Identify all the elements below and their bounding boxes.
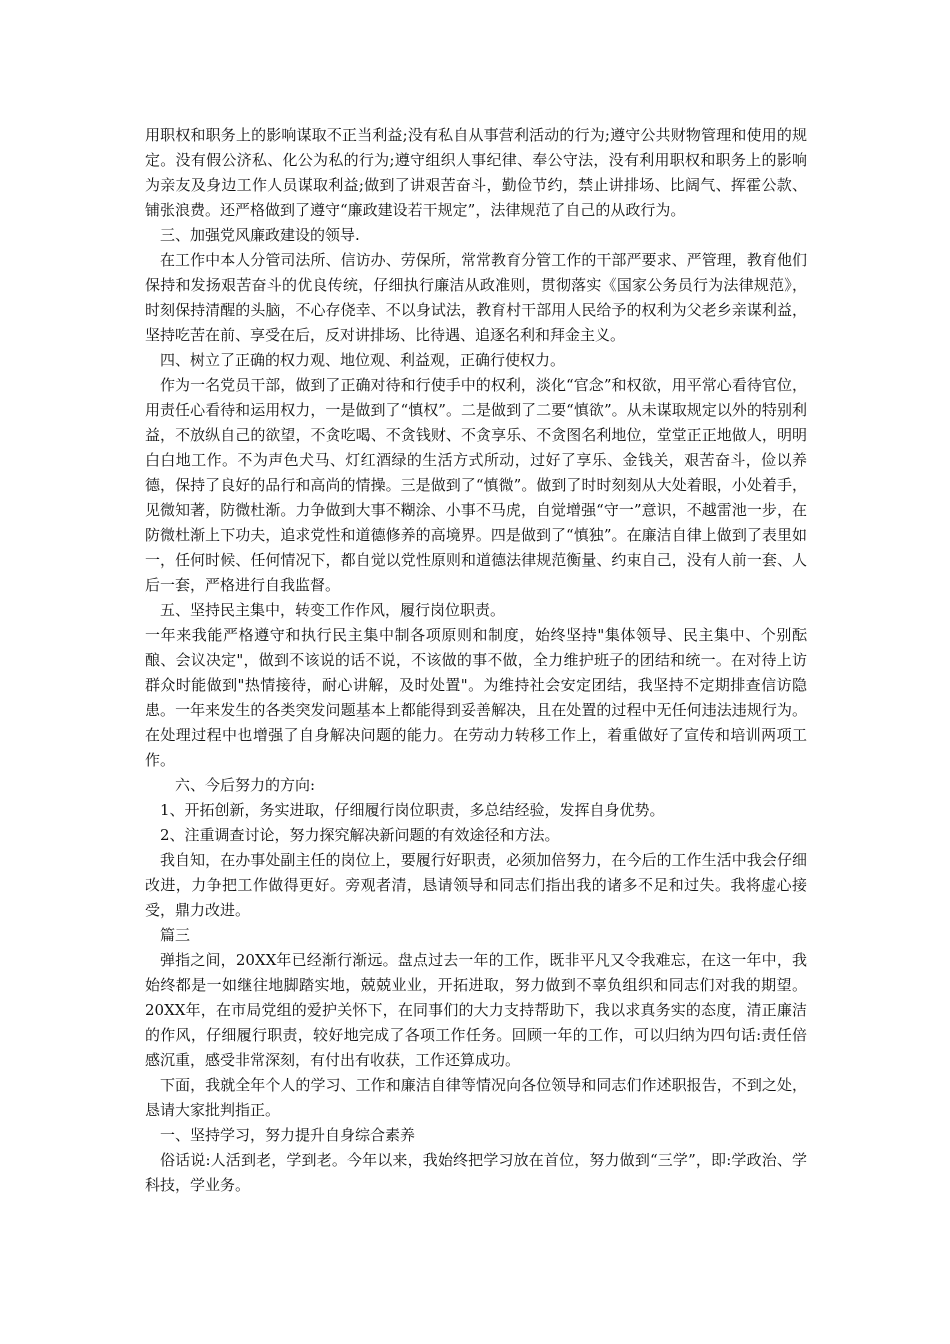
paragraph-year-review: 弹指之间，20XX年已经渐行渐远。盘点过去一年的工作，既非平凡又令我难忘，在这一年中，我始终都是一如继往地脚踏实地，兢兢业业，开拓进取，努力做到不辜负组织和同志们对我的期望。20XX年，在市局党组的爱护关怀下，在同事们的大力支持帮助下，我以求真务实的态度，清正廉洁的作风，仔细履行职责，较好地完成了各项工作任务。回顾一年的工作，可以归纳为四句话:责任倍感沉重，感受非常深刻，有付出有收获，工作还算成功。 — [145, 951, 807, 1069]
heading-part-three: 篇三 — [160, 926, 191, 944]
heading-section-six: 六、今后努力的方向: — [175, 776, 316, 794]
paragraph-report-intro: 下面，我就全年个人的学习、工作和廉洁自律等情况向各位领导和同志们作述职报告，不到之处，恳请大家批判指正。 — [145, 1076, 807, 1119]
paragraph-democratic-centralism: 一年来我能严格遵守和执行民主集中制各项原则和制度，始终坚持"集体领导、民主集中、个别酝酿、会议决定"，做到不该说的话不说，不该做的事不做，全力维护班子的团结和统一。在对待上访群众时能做到"热情接待，耐心讲解，及时处置"。为维持社会安定团结，我坚持不定期排查信访隐患。一年来发生的各类突发问题基本上都能得到妥善解决，且在处置的过程中无任何违法违规行为。在处理过程中也增强了自身解决问题的能力。在劳动力转移工作上，着重做好了宣传和培训两项工作。 — [145, 626, 807, 769]
heading-learning: 一、坚持学习，努力提升自身综合素养 — [160, 1126, 416, 1144]
list-item-one: 1、开拓创新，务实进取，仔细履行岗位职责，多总结经验，发挥自身优势。 — [160, 801, 665, 819]
paragraph-power-use: 作为一名党员干部，做到了正确对待和行使手中的权利，淡化“官念”和权欲，用平常心看待官位，用责任心看待和运用权力，一是做到了“慎权”。二是做到了二要“慎欲”。从未谋取规定以外的特别利益，不放纵自己的欲望，不贪吃喝、不贪钱财、不贪享乐、不贪图名利地位，堂堂正正地做人，明明白白地工作。不为声色犬马、灯红酒绿的生活方式所动，过好了享乐、金钱关，艰苦奋斗，俭以养德，保持了良好的品行和高尚的情操。三是做到了“慎微”。做到了时时刻刻从大处着眼，小处着手，见微知著，防微杜渐。力争做到大事不糊涂、小事不马虎，自觉增强“守一”意识，不越雷池一步，在防微杜渐上下功夫，追求党性和道德修养的高境界。四是做到了“慎独”。在廉洁自律上做到了表里如一，任何时候、任何情况下，都自觉以党性原则和道德法律规范衡量、约束自己，没有人前一套、人后一套，严格进行自我监督。 — [145, 376, 807, 594]
document-page — [145, 123, 807, 1198]
paragraph-self-reflection: 我自知，在办事处副主任的岗位上，要履行好职责，必须加倍努力，在今后的工作生活中我会仔细改进，力争把工作做得更好。旁观者清，恳请领导和同志们指出我的诸多不足和过失。我将虚心接受，鼎力改进。 — [145, 851, 807, 919]
paragraph-integrity-conduct: 用职权和职务上的影响谋取不正当利益;没有私自从事营利活动的行为;遵守公共财物管理和使用的规定。没有假公济私、化公为私的行为;遵守组织人事纪律、奉公守法，没有利用职权和职务上的影响为亲友及身边工作人员谋取利益;做到了讲艰苦奋斗，勤俭节约，禁止讲排场、比阔气、挥霍公款、铺张浪费。还严格做到了遵守“廉政建设若干规定”，法律规范了自己的从政行为。 — [145, 126, 807, 219]
heading-section-four: 四、树立了正确的权力观、地位观、利益观，正确行使权力。 — [160, 351, 566, 369]
heading-section-three: 三、加强党风廉政建设的领导. — [160, 226, 360, 244]
paragraph-party-leadership: 在工作中本人分管司法所、信访办、劳保所，常常教育分管工作的干部严要求、严管理，教育他们保持和发扬艰苦奋斗的优良传统，仔细执行廉洁从政准则，贯彻落实《国家公务员行为法律规范》，时刻保持清醒的头脑，不心存侥幸、不以身试法，教育村干部用人民给予的权利为父老乡亲谋利益，坚持吃苦在前、享受在后，反对讲排场、比待遇、追逐名利和拜金主义。 — [145, 251, 807, 344]
paragraph-learning: 俗话说:人活到老，学到老。今年以来，我始终把学习放在首位，努力做到“三学”，即:学政治、学科技，学业务。 — [145, 1151, 807, 1194]
heading-section-five: 五、坚持民主集中，转变工作作风，履行岗位职责。 — [160, 601, 506, 619]
list-item-two: 2、注重调查讨论，努力探究解决新问题的有效途径和方法。 — [160, 826, 560, 844]
